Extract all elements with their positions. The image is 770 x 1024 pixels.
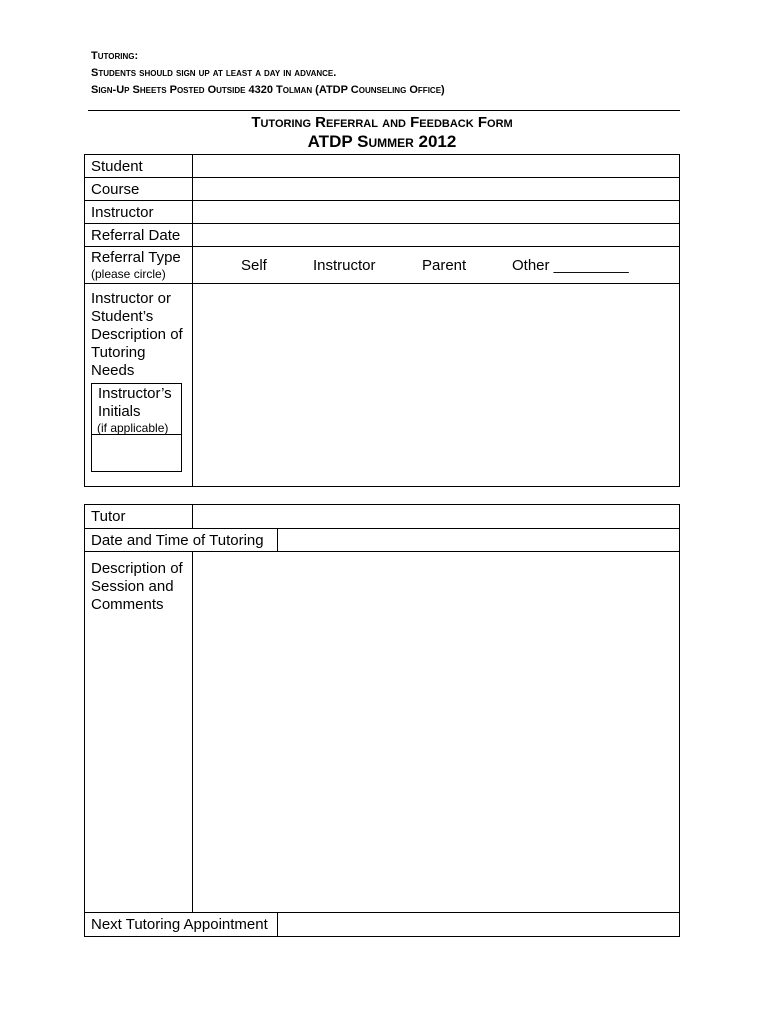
header-line-2: Students should sign up at least a day in advance. xyxy=(91,67,337,79)
referral-option-parent[interactable]: Parent xyxy=(422,257,467,274)
referral-column-divider xyxy=(192,154,193,487)
form-subtitle: ATDP Summer 2012 xyxy=(307,132,457,151)
row-divider xyxy=(84,246,680,247)
initials-field[interactable] xyxy=(92,436,181,471)
date-time-field[interactable] xyxy=(279,530,678,550)
instructions-header xyxy=(91,48,445,99)
initials-label-line: Initials xyxy=(98,403,141,420)
session-label-line: Description of xyxy=(91,560,183,577)
session-label-line: Comments xyxy=(91,596,164,613)
referral-date-field[interactable] xyxy=(194,225,678,245)
referral-date-label: Referral Date xyxy=(91,227,181,244)
instructor-label: Instructor xyxy=(91,204,154,221)
description-label-line: Instructor or xyxy=(91,290,172,307)
column-divider xyxy=(192,551,193,912)
referral-type-label: Referral Type xyxy=(91,249,181,266)
form-title: Tutoring Referral and Feedback Form xyxy=(251,114,513,131)
column-divider xyxy=(277,528,278,551)
session-field[interactable] xyxy=(194,553,678,911)
column-divider xyxy=(192,504,193,528)
referral-option-self[interactable]: Self xyxy=(241,257,267,274)
row-divider xyxy=(84,177,680,178)
column-divider xyxy=(277,912,278,937)
next-appointment-label: Next Tutoring Appointment xyxy=(91,916,268,933)
row-divider xyxy=(84,200,680,201)
date-time-label: Date and Time of Tutoring xyxy=(91,532,264,549)
session-label-line: Session and xyxy=(91,578,174,595)
header-line-3: Sign-Up Sheets Posted Outside 4320 Tolman (ATDP Counseling Office) xyxy=(91,84,445,96)
course-label: Course xyxy=(91,181,140,198)
referral-type-hint: (please circle) xyxy=(91,267,166,281)
description-field[interactable] xyxy=(194,285,678,485)
description-label-line: Student’s xyxy=(91,308,154,325)
initials-hint: (if applicable) xyxy=(97,421,169,435)
description-label xyxy=(91,290,183,380)
student-label: Student xyxy=(91,158,143,175)
next-appointment-field[interactable] xyxy=(279,914,678,936)
initials-label-line: Instructor’s xyxy=(98,385,172,402)
description-label-line: Description of xyxy=(91,326,183,343)
initials-label xyxy=(98,385,172,421)
tutor-field[interactable] xyxy=(194,506,678,527)
instructor-field[interactable] xyxy=(194,202,678,222)
row-divider xyxy=(84,528,680,529)
row-divider xyxy=(84,551,680,552)
course-field[interactable] xyxy=(194,179,678,199)
header-divider xyxy=(88,110,680,111)
description-label-line: Needs xyxy=(91,362,135,379)
header-line-1: Tutoring: xyxy=(91,50,139,62)
description-label-line: Tutoring xyxy=(91,344,146,361)
tutor-label: Tutor xyxy=(91,508,126,525)
referral-option-instructor[interactable]: Instructor xyxy=(313,257,376,274)
row-divider xyxy=(84,223,680,224)
session-label xyxy=(91,560,183,614)
referral-option-other[interactable]: Other _________ xyxy=(512,257,629,274)
student-field[interactable] xyxy=(194,156,678,176)
row-divider xyxy=(84,912,680,913)
row-divider xyxy=(84,283,680,284)
